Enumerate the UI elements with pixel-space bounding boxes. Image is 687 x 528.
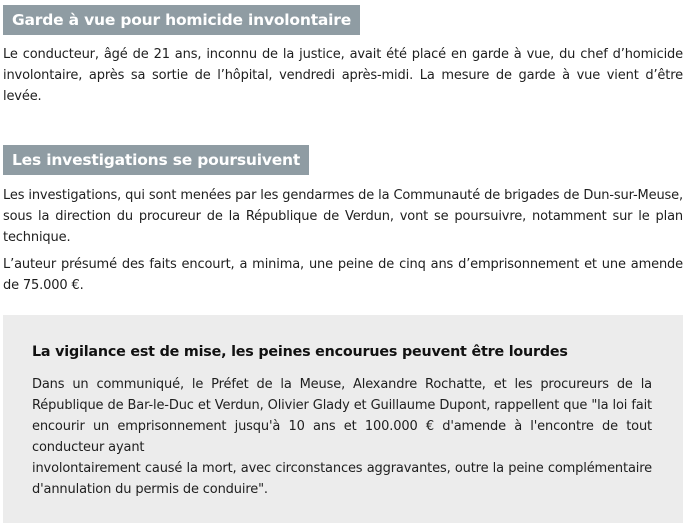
vigilance-box-text-part1: Dans un communiqué, le Préfet de la Meuse, Alexandre Rochatte, et les procureurs de la République de Bar-le-Duc et Verdun, Olivier Glady et Guillaume Dupont, rappellent que "la loi fait encourir un emprisonnement jusqu'à 10 ans et 100.000 € d'amende à l'encontre de tout conducteur ayant — [32, 377, 652, 455]
vigilance-box-text — [32, 374, 652, 500]
vigilance-box-title: La vigilance est de mise, les peines encourues peuvent être lourdes — [32, 344, 568, 360]
vigilance-box-text-part2: involontairement causé la mort, avec circonstances aggravantes, outre la peine complémentaire d'annulation du permis de conduire". — [32, 461, 652, 497]
vigilance-box — [3, 315, 683, 523]
paragraph-garde-a-vue: Le conducteur, âgé de 21 ans, inconnu de la justice, avait été placé en garde à vue, du chef d’homicide involontaire, après sa sortie de l’hôpital, vendredi après-midi. La mesure de garde à vue vient d’être levée. — [3, 47, 683, 104]
section-heading-garde-a-vue: Garde à vue pour homicide involontaire — [3, 5, 360, 35]
paragraph-investigations: Les investigations, qui sont menées par les gendarmes de la Communauté de brigades de Dun-sur-Meuse, sous la direction du procureur de la République de Verdun, vont se poursuivre, notamment sur le plan technique. — [3, 188, 683, 245]
paragraph-peine: L’auteur présumé des faits encourt, a minima, une peine de cinq ans d’emprisonnement et une amende de 75.000 €. — [3, 257, 683, 293]
section-heading-investigations: Les investigations se poursuivent — [3, 145, 309, 175]
